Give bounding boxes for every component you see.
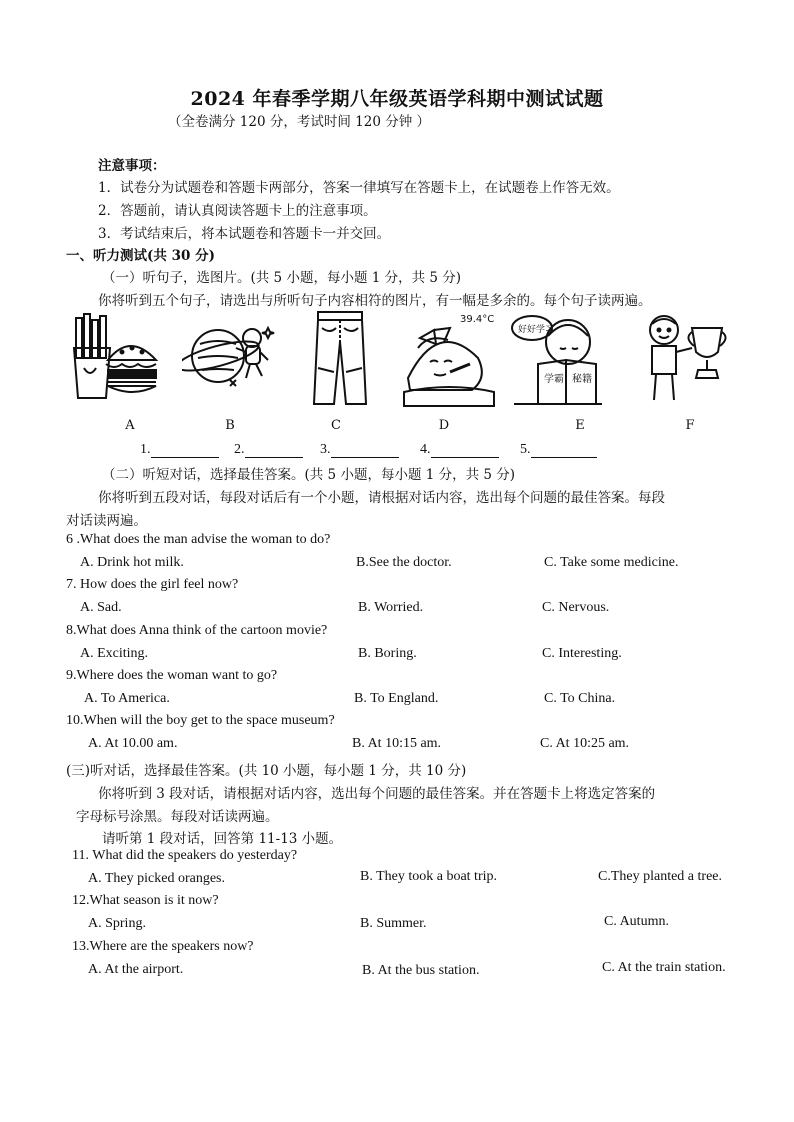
blank-4-label: 4. <box>420 442 431 457</box>
page-title: 2024 年春季学期八年级英语学科期中测试试题 <box>190 88 604 110</box>
question-11-option-a[interactable]: A. They picked oranges. <box>88 871 225 886</box>
picture-label-c: C <box>331 418 341 433</box>
blank-1-label: 1. <box>140 442 151 457</box>
question-13-option-c[interactable]: C. At the train station. <box>602 960 726 975</box>
question-7-option-b[interactable]: B. Worried. <box>358 600 424 615</box>
picture-label-a: A <box>125 418 135 433</box>
part1-instruction: 你将听到五个句子，请选出与所听句子内容相符的图片，有一幅是多余的。每个句子读两遍。 <box>98 293 652 309</box>
section1-heading: 一、听力测试(共 30 分) <box>66 248 215 264</box>
picture-b-astronaut-planet <box>182 308 278 408</box>
question-11-option-c[interactable]: C.They planted a tree. <box>598 869 723 884</box>
blank-2-label: 2. <box>234 442 245 457</box>
picture-e-girl-reading <box>508 308 604 408</box>
question-6: 6 .What does the man advise the woman to do? <box>66 532 331 547</box>
answer-blanks-row <box>140 442 597 458</box>
question-12: 12.What season is it now? <box>72 893 219 908</box>
part2-instruction-line2: 对话读两遍。 <box>66 513 147 529</box>
question-8-option-b[interactable]: B. Boring. <box>358 646 417 661</box>
speech-bubble-text: 好好学习 <box>518 325 555 335</box>
picture-label-d: D <box>438 418 450 433</box>
blank-5-line[interactable] <box>531 443 597 458</box>
question-9-option-c[interactable]: C. To China. <box>544 691 616 706</box>
picture-label-b: B <box>225 418 235 433</box>
page-subtitle: （全卷满分 120 分，考试时间 120 分钟 ） <box>168 114 430 130</box>
picture-d-sick-girl <box>400 308 496 408</box>
blank-2-line[interactable] <box>245 443 303 458</box>
picture-f-boy-trophy <box>636 308 732 408</box>
part3-instruction-line1: 你将听到 3 段对话，请根据对话内容，选出每个问题的最佳答案。并在答题卡上将选定答案的 <box>98 786 656 802</box>
blank-4-line[interactable] <box>431 443 499 458</box>
question-10-option-c[interactable]: C. At 10:25 am. <box>540 736 630 751</box>
question-12-option-b[interactable]: B. Summer. <box>360 916 427 931</box>
picture-a-burger-fries <box>70 308 166 408</box>
blank-3-line[interactable] <box>331 443 399 458</box>
blank-1-line[interactable] <box>151 443 219 458</box>
question-6-option-b[interactable]: B.See the doctor. <box>356 555 452 570</box>
thermometer-text: 39.4°C <box>460 314 495 325</box>
question-12-option-c[interactable]: C. Autumn. <box>604 914 669 929</box>
note-item-1-text: 1．试卷分为试题卷和答题卡两部分，答案一律填写在答题卡上，在试题卷上作答无效。 <box>98 180 620 196</box>
question-6-option-a[interactable]: A. Drink hot milk. <box>80 555 184 570</box>
question-8: 8.What does Anna think of the cartoon movie? <box>66 623 328 638</box>
picture-label-e: E <box>575 418 585 433</box>
question-9-option-b[interactable]: B. To England. <box>354 691 439 706</box>
question-13-option-b[interactable]: B. At the bus station. <box>362 963 480 978</box>
question-8-option-a[interactable]: A. Exciting. <box>80 646 149 661</box>
part2-instruction-line1: 你将听到五段对话，每段对话后有一个小题，请根据对话内容，选出每个问题的最佳答案。每段 <box>98 490 665 506</box>
question-11-option-b[interactable]: B. They took a boat trip. <box>360 869 497 884</box>
question-10-option-a[interactable]: A. At 10.00 am. <box>88 736 178 751</box>
note-item-1 <box>98 176 620 196</box>
question-9-option-a[interactable]: A. To America. <box>84 691 170 706</box>
question-8-option-c[interactable]: C. Interesting. <box>542 646 622 661</box>
part2-heading: （二）听短对话，选择最佳答案。(共 5 小题，每小题 1 分，共 5 分) <box>102 467 516 483</box>
picture-c-jeans <box>292 308 388 408</box>
question-10-option-b[interactable]: B. At 10:15 am. <box>352 736 442 751</box>
notes-heading: 注意事项： <box>98 158 166 174</box>
blank-3-label: 3. <box>320 442 331 457</box>
part1-heading: （一）听句子，选图片。(共 5 小题，每小题 1 分，共 5 分) <box>102 270 462 286</box>
question-7-option-a[interactable]: A. Sad. <box>80 600 122 615</box>
picture-label-f: F <box>685 418 695 433</box>
note-item-2: 2．答题前，请认真阅读答题卡上的注意事项。 <box>98 203 377 219</box>
question-13: 13.Where are the speakers now? <box>72 939 254 954</box>
question-7: 7. How does the girl feel now? <box>66 577 239 592</box>
question-12-option-a[interactable]: A. Spring. <box>88 916 146 931</box>
question-9: 9.Where does the woman want to go? <box>66 668 278 683</box>
blank-5-label: 5. <box>520 442 531 457</box>
note-item-3: 3．考试结束后，将本试题卷和答题卡一并交回。 <box>98 226 391 242</box>
part3-instruction-line2: 字母标号涂黑。每段对话读两遍。 <box>76 809 279 825</box>
question-10: 10.When will the boy get to the space museum? <box>66 713 335 728</box>
question-13-option-a[interactable]: A. At the airport. <box>88 962 184 977</box>
book-left-text: 学霸 <box>544 374 564 385</box>
question-7-option-c[interactable]: C. Nervous. <box>542 600 610 615</box>
part3-heading: (三)听对话，选择最佳答案。(共 10 小题，每小题 1 分，共 10 分) <box>66 763 467 779</box>
question-6-option-c[interactable]: C. Take some medicine. <box>544 555 679 570</box>
question-11: 11. What did the speakers do yesterday? <box>72 848 298 863</box>
picture-row <box>70 308 730 418</box>
part3-sub-instruction: 请听第 1 段对话，回答第 11-13 小题。 <box>102 831 343 847</box>
book-right-text: 秘籍 <box>572 374 592 385</box>
